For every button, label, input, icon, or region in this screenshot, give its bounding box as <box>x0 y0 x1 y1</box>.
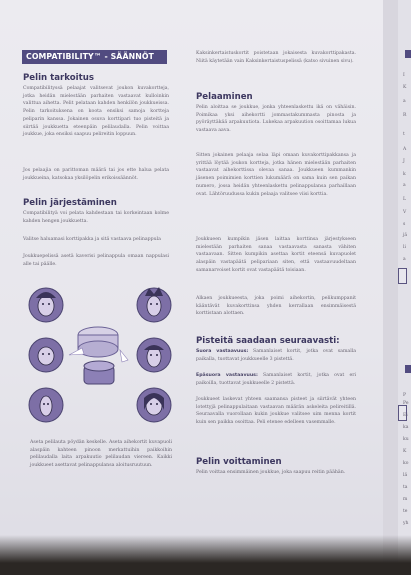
play-text-1: Pelin aloittaa se joukkue, jonka yhteenlaskettu ikä on vähäisin. Poimikaa yksi aihekortti jommastakummasta pinosta ja pyöräyttäkää arpakuutiota. Lukekaa arpakuution osoittamaa lukua vastaava aava. <box>196 105 356 134</box>
heading-play: Pelaaminen <box>196 92 253 102</box>
edge-fragment: K <box>403 449 407 454</box>
edge-fragment: a <box>403 257 406 262</box>
edge-fragment: k <box>403 172 406 177</box>
edge-fragment: P <box>403 393 407 398</box>
edge-fragment: m <box>403 497 408 502</box>
setup-text-4: Aseta pelilauta pöydän keskelle. Aseta aihekortit kuvapuoli alaspäin kahteen pinoon merkattuihin paikkoihin pelilaudalla laita arpakuutio pelilaudan viereen. Kaikki joukkueet asettavat pelinappulansa aloitusruutuun. <box>30 440 172 469</box>
score-indirect-label: Epäsuora vastaavuus: <box>196 373 258 378</box>
edge-fragment: R <box>403 113 407 118</box>
rules-title: COMPATIBILITY™ - SÄÄNNÖT <box>22 50 167 64</box>
game-box-illustration <box>69 327 128 384</box>
edge-fragment: L <box>403 197 406 202</box>
score-indirect <box>196 372 356 387</box>
score-text-2: Joukkueet laskevat yhteen saamansa pisteet ja siirtävät yhteen lotettyjä pelinappulaitaan vastaavan määrän askeleita pelireitillä. Seuraavalla vuorollaan kukin joukkue valitsee uim menna kortit kuin sen paikka osoittaa. Peli etenee edelleen vasemmalle. <box>196 397 356 426</box>
heading-objective: Pelin tarkoitus <box>23 73 94 83</box>
setup-text-3: Joukkuepelissä asetä kaverisi pelinappula omaan nappulasi alle tai päälle. <box>23 254 169 267</box>
heading-setup: Pelin järjestäminen <box>23 198 117 208</box>
edge-fragment: I <box>403 73 405 78</box>
score-direct-text: Samanlaiset kortit, jotka ovat samalla paikalla, tuottavat joukkueelle 3 pistettä. <box>196 349 357 362</box>
edge-fragment: ka <box>403 425 409 430</box>
edge-tab <box>405 365 411 373</box>
edge-fragment: ku <box>403 437 409 442</box>
edge-fragment: t <box>403 132 405 137</box>
edge-tab <box>405 50 411 58</box>
score-direct-label: Suora vastaavuus: <box>196 349 249 354</box>
edge-fragment: lä <box>403 473 408 478</box>
score-direct <box>196 348 356 363</box>
table-shadow <box>0 535 411 575</box>
play-text-4: Alkaen joukkueesta, joka poimi aihekortin, pelikumppanit kääntävät kuvakorttinsa yhden kerrallaan ensimmäisestä korttistaan alottaen. <box>196 296 356 317</box>
game-illustration <box>24 280 176 430</box>
edge-fragment: V <box>403 210 407 215</box>
edge-fragment: J <box>403 159 405 164</box>
edge-fragment: ko <box>403 461 409 466</box>
edge-fragment: yh <box>403 521 409 526</box>
setup-text-1: Compatibilityä voi pelata kahdestaan tai korkeintaan kolme kahden hengen joukkuetta. <box>23 211 169 224</box>
objective-text-2: Jos pelaajia on parittoman määrä tai jos ette halua pelata joukkueina, katsokaa yksilöpelin erikoissäännöt. <box>23 168 169 181</box>
edge-fragment: ta <box>403 485 408 490</box>
edge-fragment: K <box>403 85 407 90</box>
edge-fragment: Pe <box>403 401 409 406</box>
edge-fragment: jä <box>403 233 408 238</box>
edge-fragment: A <box>403 147 407 152</box>
card-icon <box>398 268 407 284</box>
setup-text-2: Valitse haluamasi korttipakka ja sitä vastaava pelinappula <box>23 237 161 242</box>
score-indirect-text: Samanlaiset kortit, jotka ovat eri paikoilla, tuottavat joukkueelle 2 pistettä. <box>196 373 356 386</box>
edge-fragment: a <box>403 183 406 188</box>
edge-fragment: s <box>403 222 406 227</box>
objective-text: Compatibilityssä pelaajat valitsevat joukon kuvakortteja, jotka heidän mielestään parhaiten vastaavat kulloinkin valittua aihetta. Pelit pelataan kahden henkilön joukkueissa. Pelin tarkoituksena on koota ensiksi samoja kortteja peliparin kanssa. Jokainen osuva korttipari tuo pisteitä ja siirtää joukkuetta eteenpäin pelilaudalla. Pelin voittaa joukkue, joka ensiksi saapuu pelireitin loppuun. <box>23 86 169 138</box>
edge-fragment: a <box>403 99 406 104</box>
page-fold <box>383 0 398 575</box>
edge-fragment: te <box>403 509 408 514</box>
heading-win: Pelin voittaminen <box>196 457 282 467</box>
play-text-3: Joukkueen kumpikin jäsen laittaa korttinsa järjestykseen mielestään parhaiten sanaa vastaavasta sanasta vähiten vastaavaan. Sitten kumpikin asettaa kortit eteensä kuvapuolet alaspäin vastapäätä pelipariaan siten, että vastaavuudeltaan samanarvoiset kortit ovat vastapäätä toisiaan. <box>196 237 356 273</box>
heading-score: Pisteitä saadaan seuraavasti: <box>196 336 340 346</box>
win-text: Pelin voittaa ensimmäinen joukkue, joka saapuu reitin päähän. <box>196 470 346 475</box>
play-text-2: Sitten jokainen pelaaja selaa läpi omaan kuvakorttipakkansa ja yrittää löytää joukon kortteja, jotka hänen mielestään parhaiten vastaavat aihekorttissa olevaa sanaa. Joukkueen kummankin jäsenen poimimien korttien lukumäärä on sama kuin sen paikan numero, jossa heidän yhteenlaskettu pelinappulansa parhaillaan ovat. Lähtöruudussa kukin pelaaja valitsee viisi korttia. <box>196 153 356 197</box>
col2-top-text: Kaksinkertaistuskortit poistetaan jokaisesta kuvakorttipakasta. Niitä käytetään vain Kaksinkertaistuspelissä (katso sivuinen sivu). <box>196 51 356 64</box>
edge-fragment: li <box>403 245 406 250</box>
edge-fragment: Ei <box>403 413 408 418</box>
